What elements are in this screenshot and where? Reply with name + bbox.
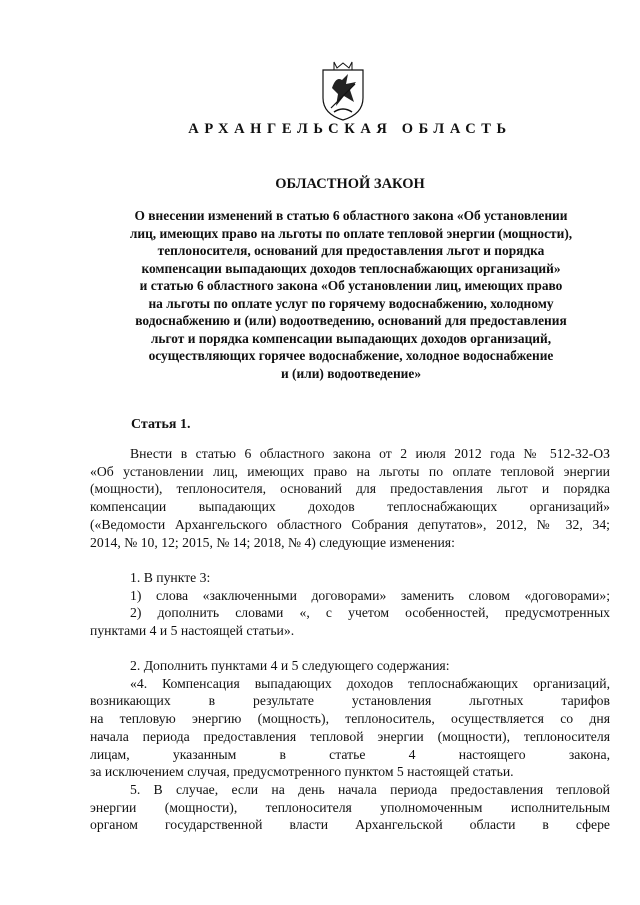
title-line: О внесении изменений в статью 6 областного закона «Об установлении xyxy=(134,208,568,223)
text-line: пунктами 4 и 5 настоящей статьи». xyxy=(90,623,295,639)
text-line: энергии (мощности), теплоносителя уполномоченным исполнительным xyxy=(90,799,610,815)
text-line: («Ведомости Архангельского областного Собрания депутатов», 2012, № 32, 34; xyxy=(90,516,610,532)
paragraph-intro xyxy=(90,445,610,551)
title-line: теплоносителя, оснований для предоставления льгот и порядка xyxy=(157,243,545,259)
text-line: органом государственной власти Архангельской области в сфере xyxy=(90,817,610,833)
region-name: АРХАНГЕЛЬСКАЯ ОБЛАСТЬ xyxy=(188,121,512,137)
text-line: 1) слова «заключенными договорами» заменить словом «договорами»; xyxy=(130,587,610,603)
text-line: 2) дополнить словами «, с учетом особенностей, предусмотренных xyxy=(130,605,610,621)
text-line: «4. Компенсация выпадающих доходов теплоснабжающих организаций, xyxy=(130,675,610,691)
text-line: (мощности), теплоносителя, оснований для предоставления льгот и порядка xyxy=(90,481,610,497)
title-line: и статью 6 областного закона «Об установлении лиц, имеющих право xyxy=(139,278,563,294)
title-line: льгот и порядка компенсации выпадающих доходов организаций, xyxy=(150,330,552,346)
text-line: компенсации выпадающих доходов теплоснабжающих организаций» xyxy=(90,499,610,515)
law-title xyxy=(98,207,604,382)
title-line: лиц, имеющих право на льготы по оплате тепловой энергии (мощности), xyxy=(129,225,573,241)
article-heading: Статья 1. xyxy=(131,417,191,432)
text-line: 1. В пункте 3: xyxy=(130,570,211,585)
point-1 xyxy=(90,569,610,640)
point-2 xyxy=(90,657,610,834)
text-line: на тепловую энергию (мощность), теплоноситель, осуществляется со дня xyxy=(90,711,610,727)
document-type: ОБЛАСТНОЙ ЗАКОН xyxy=(275,176,425,192)
title-line: водоснабжению и (или) водоотведению, оснований для предоставления xyxy=(135,313,567,329)
text-line: «Об установлении лиц, имеющих право на льготы по оплате тепловой энергии xyxy=(90,463,610,479)
text-line: возникающих в результате установления льготных тарифов xyxy=(90,693,610,709)
text-line: 5. В случае, если на день начала периода предоставления тепловой xyxy=(130,781,610,797)
text-line: начала периода предоставления тепловой энергии (мощности), теплоносителя xyxy=(90,728,610,744)
text-line: 2014, № 10, 12; 2015, № 14; 2018, № 4) следующие изменения: xyxy=(90,534,455,550)
text-line: за исключением случая, предусмотренного пунктом 5 настоящей статьи. xyxy=(90,764,514,780)
title-line: компенсации выпадающих доходов теплоснабжающих организаций» xyxy=(141,260,561,276)
coat-of-arms-icon xyxy=(318,58,368,122)
text-line: лицам, указанным в статье 4 настоящего закона, xyxy=(90,746,610,762)
title-line: на льготы по оплате услуг по горячему водоснабжению, холодному xyxy=(148,295,554,311)
text-line: Внести в статью 6 областного закона от 2 июля 2012 года № 512-32-ОЗ xyxy=(130,446,610,461)
title-line: и (или) водоотведение» xyxy=(280,365,422,381)
title-line: осуществляющих горячее водоснабжение, холодное водоснабжение xyxy=(148,348,554,364)
text-line: 2. Дополнить пунктами 4 и 5 следующего содержания: xyxy=(130,658,450,673)
